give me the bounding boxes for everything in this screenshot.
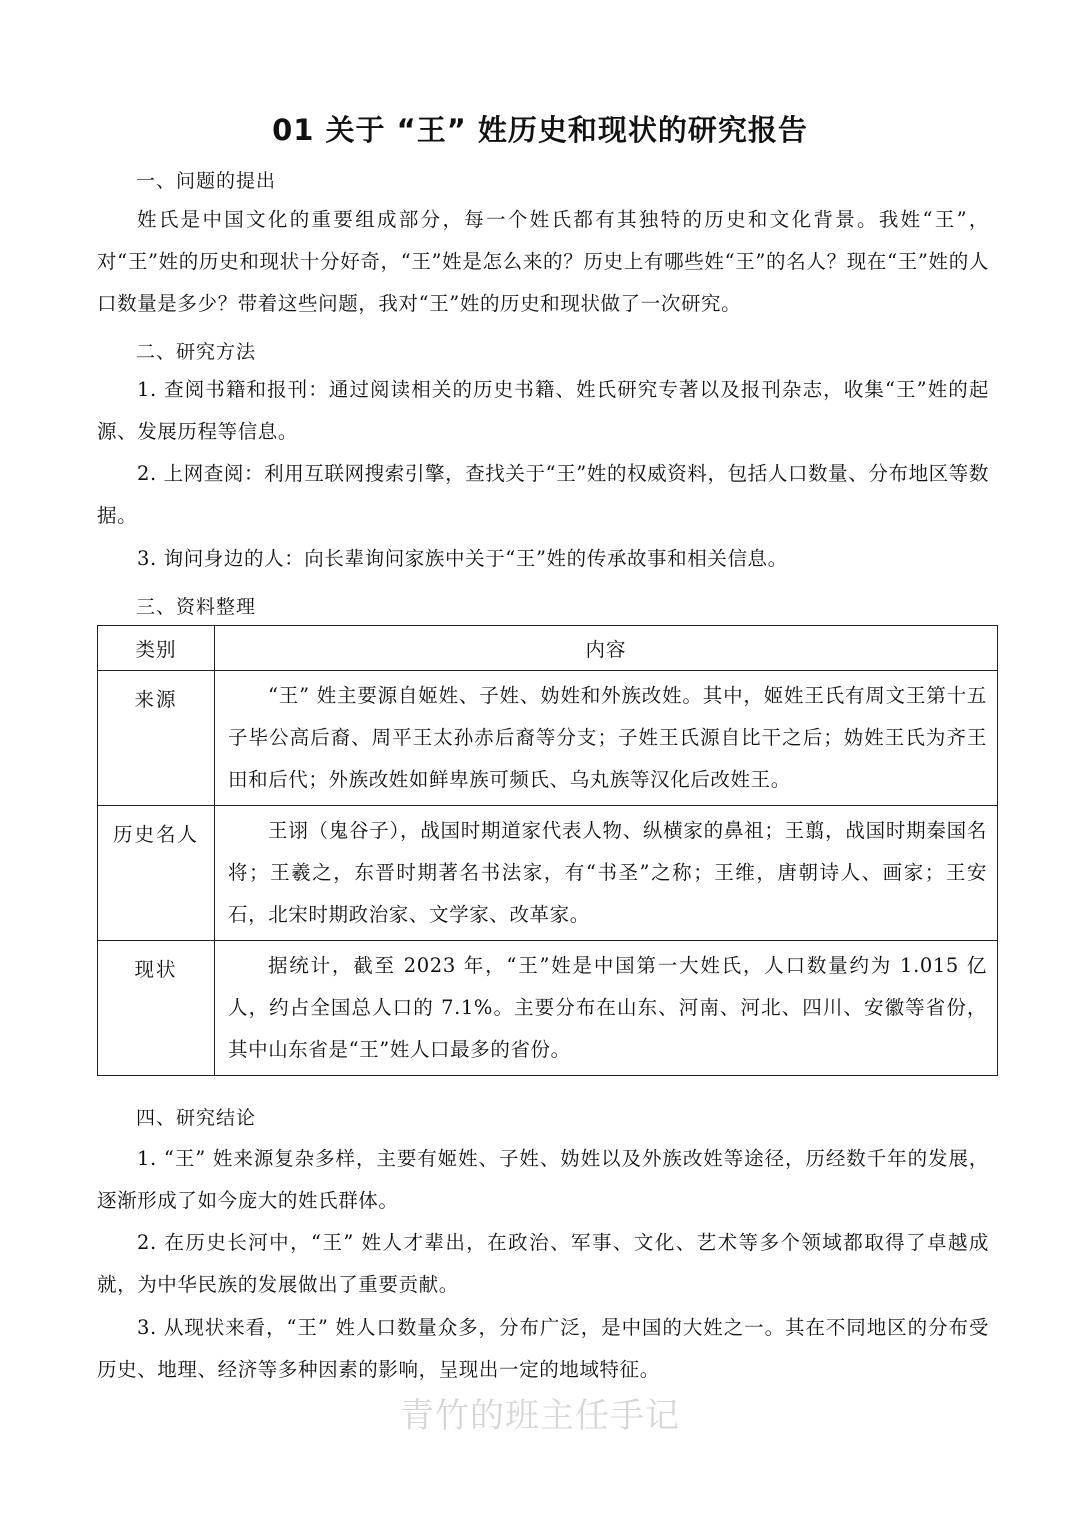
table-cell-category: 现状	[98, 941, 215, 1076]
method-item-1: 1. 查阅书籍和报刊：通过阅读相关的历史书籍、姓氏研究专著以及报刊杂志，收集“王”姓的起源、发展历程等信息。	[97, 378, 989, 443]
method-item-3: 3. 询问身边的人：向长辈询问家族中关于“王”姓的传承故事和相关信息。	[137, 547, 788, 570]
page-title: 01 关于 “王” 姓历史和现状的研究报告	[272, 113, 808, 147]
conclusion-item-3: 3. 从现状来看，“王” 姓人口数量众多，分布广泛，是中国的大姓之一。其在不同地区的分布受历史、地理、经济等多种因素的影响，呈现出一定的地域特征。	[97, 1316, 989, 1381]
table-row	[98, 671, 998, 806]
table-row	[98, 941, 998, 1076]
table-cell-content: 王诩（鬼谷子），战国时期道家代表人物、纵横家的鼻祖；王翦，战国时期秦国名将；王羲之，东晋时期著名书法家，有“书圣”之称；王维，唐朝诗人、画家；王安石，北宋时期政治家、文学家、改革家。	[215, 806, 998, 941]
table-header-row	[98, 626, 998, 671]
watermark: 青竹的班主任手记	[400, 1396, 680, 1436]
table-header-category: 类别	[98, 626, 215, 671]
problem-paragraph: 姓氏是中国文化的重要组成部分，每一个姓氏都有其独特的历史和文化背景。我姓“王”，对“王”姓的历史和现状十分好奇，“王”姓是怎么来的？历史上有哪些姓“王”的名人？现在“王”姓的人口数量是多少？带着这些问题，我对“王”姓的历史和现状做了一次研究。	[97, 208, 989, 315]
table-cell-content: “王” 姓主要源自姬姓、子姓、妫姓和外族改姓。其中，姬姓王氏有周文王第十五子毕公高后裔、周平王太孙赤后裔等分支；子姓王氏源自比干之后；妫姓王氏为齐王田和后代；外族改姓如鲜卑族可频氏、乌丸族等汉化后改姓王。	[215, 671, 998, 806]
table-header-content: 内容	[215, 626, 998, 671]
table-cell-category: 历史名人	[98, 806, 215, 941]
section-heading-method: 二、研究方法	[136, 341, 257, 363]
table-cell-category: 来源	[98, 671, 215, 806]
table-row	[98, 806, 998, 941]
conclusion-item-1: 1. “王” 姓来源复杂多样，主要有姬姓、子姓、妫姓以及外族改姓等途径，历经数千年的发展，逐渐形成了如今庞大的姓氏群体。	[97, 1147, 989, 1212]
table-cell-content: 据统计，截至 2023 年，“王”姓是中国第一大姓氏，人口数量约为 1.015 亿人，约占全国总人口的 7.1%。主要分布在山东、河南、河北、四川、安徽等省份，其中山东省是“王”姓人口最多的省份。	[215, 941, 998, 1076]
section-heading-data: 三、资料整理	[136, 596, 257, 618]
data-table	[97, 625, 998, 1076]
section-heading-conclusion: 四、研究结论	[136, 1107, 257, 1129]
conclusion-item-2: 2. 在历史长河中，“王” 姓人才辈出，在政治、军事、文化、艺术等多个领域都取得了卓越成就，为中华民族的发展做出了重要贡献。	[97, 1231, 989, 1296]
section-heading-problem: 一、问题的提出	[136, 170, 277, 192]
method-item-2: 2. 上网查阅：利用互联网搜索引擎，查找关于“王”姓的权威资料，包括人口数量、分布地区等数据。	[97, 462, 989, 527]
